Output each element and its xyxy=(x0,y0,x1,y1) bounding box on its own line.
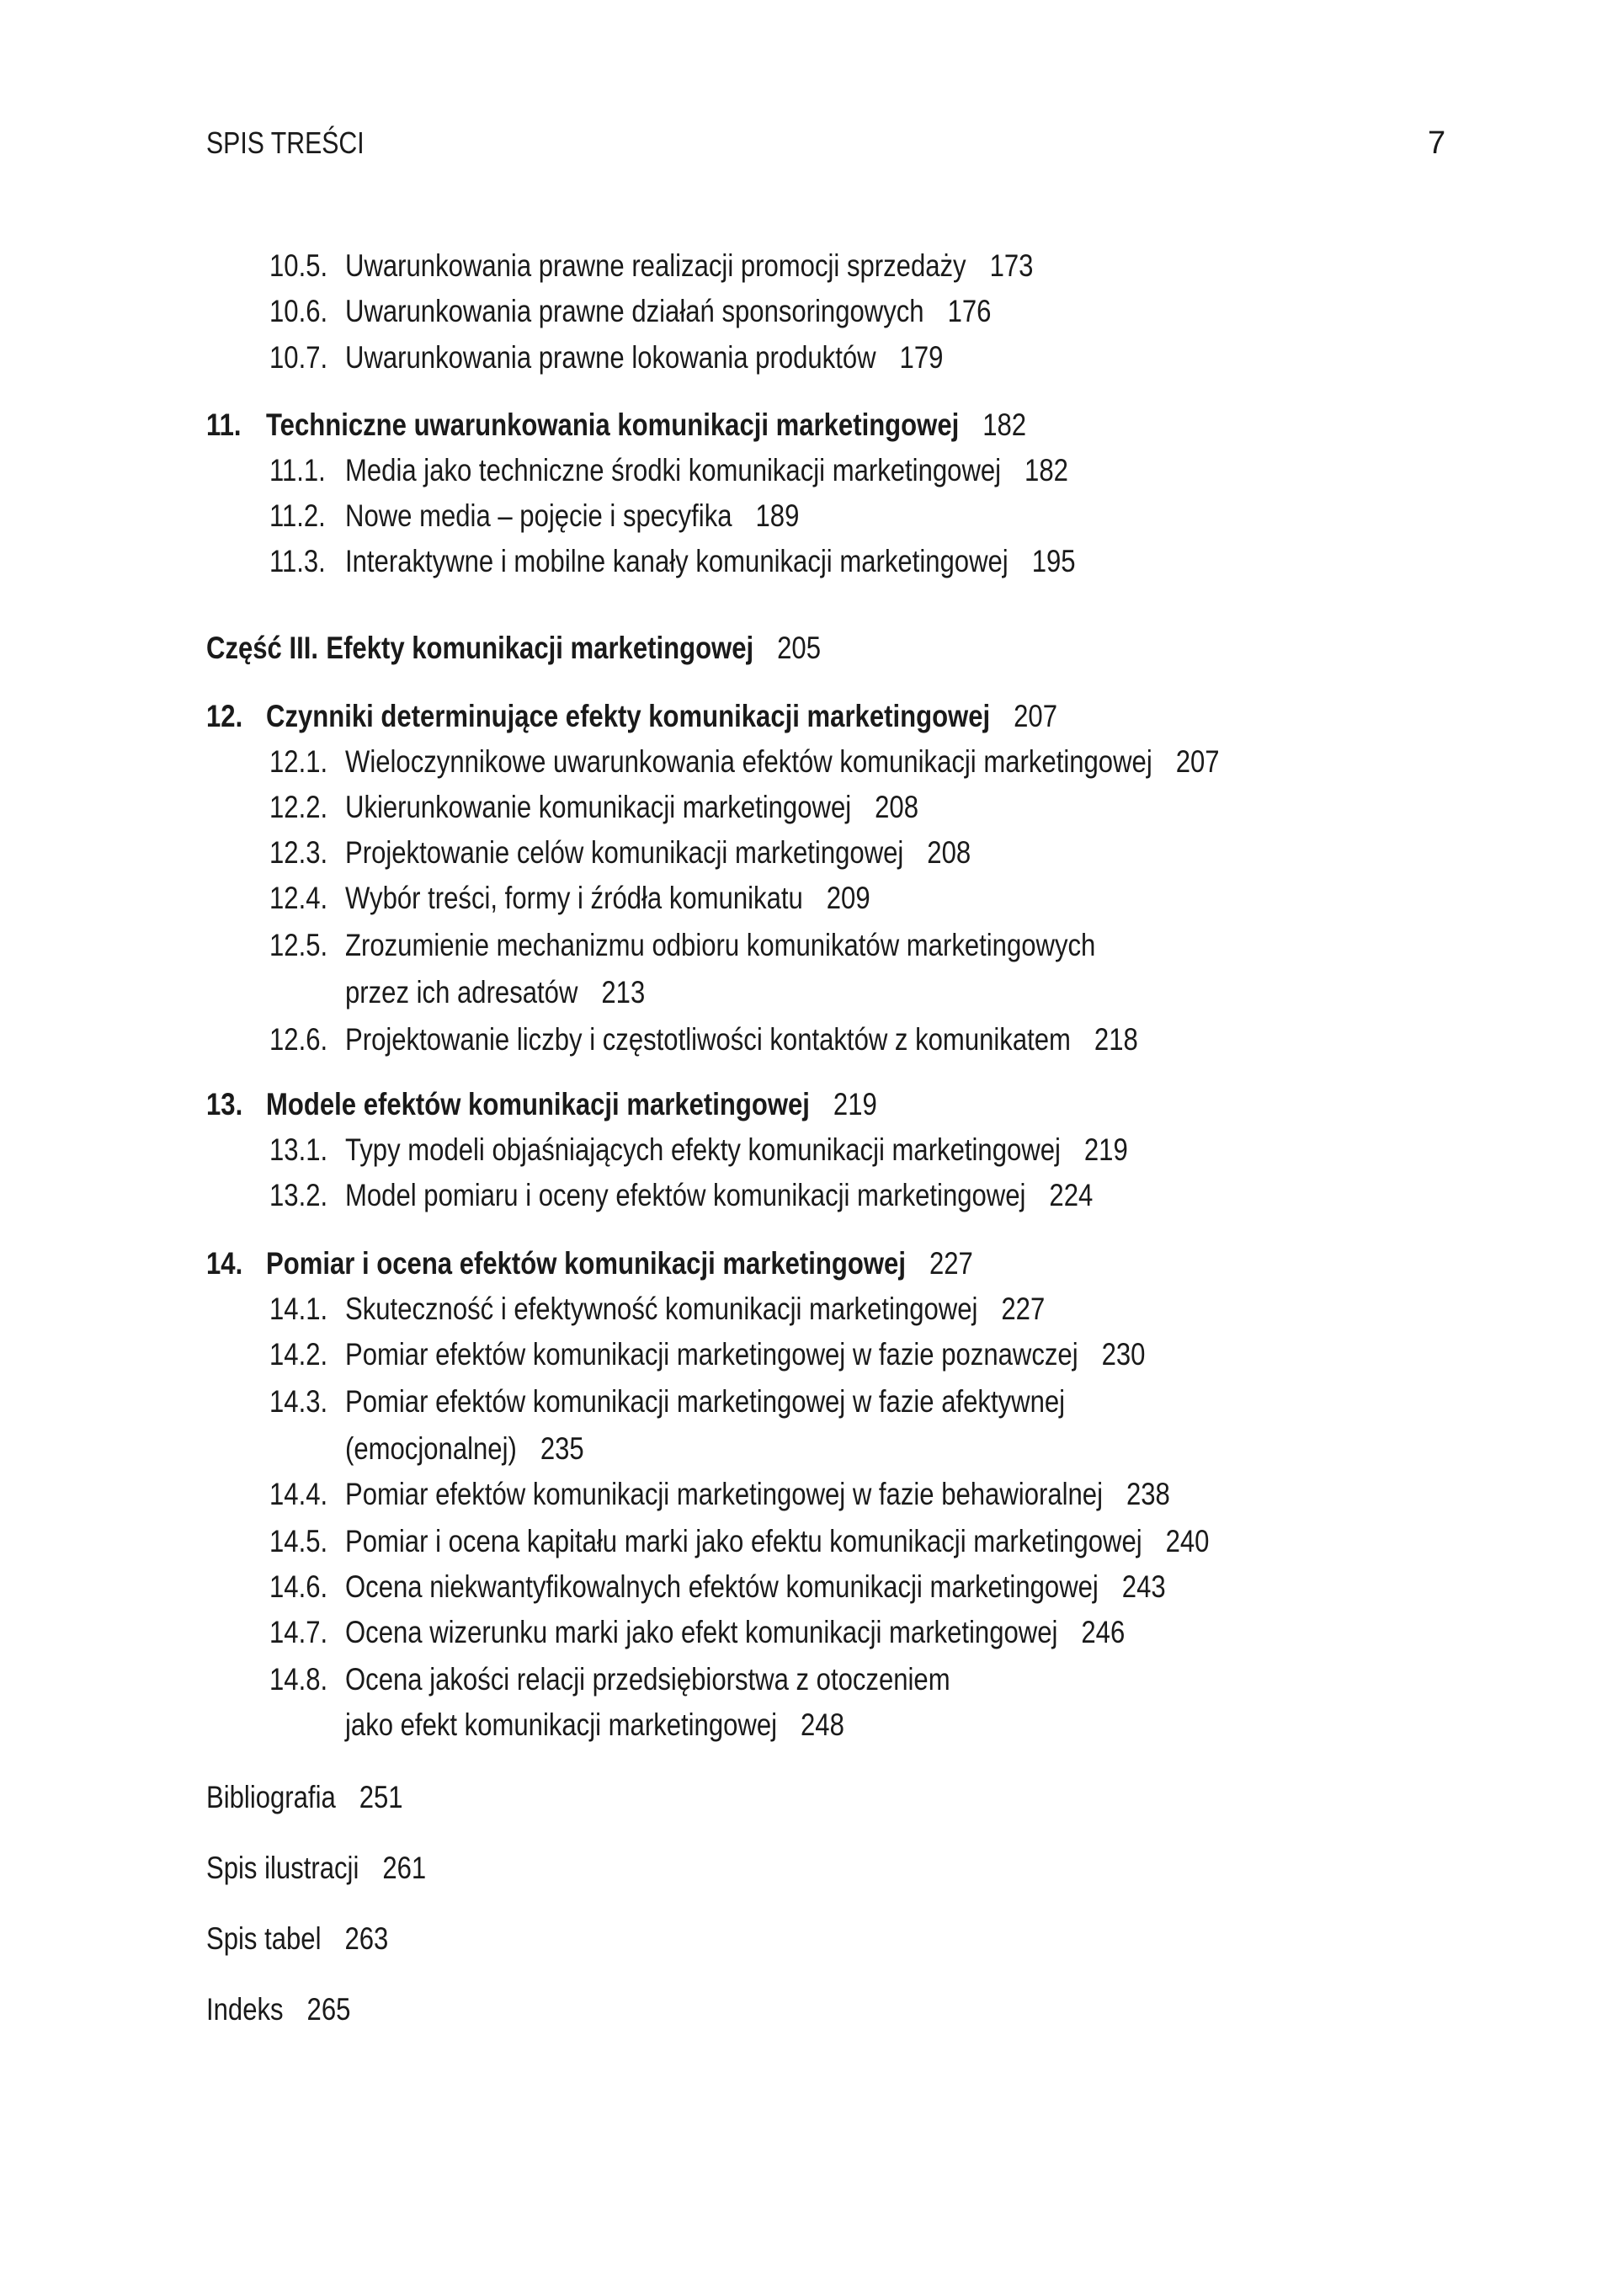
toc-page-number: 189 xyxy=(755,498,800,533)
toc-entry xyxy=(345,970,645,1015)
toc-number: 14.3. xyxy=(269,1384,328,1419)
toc-number: 14.7. xyxy=(269,1615,328,1649)
toc-title: (emocjonalnej) xyxy=(345,1431,517,1466)
toc-title: Indeks xyxy=(206,1992,284,2027)
toc-page-number: 219 xyxy=(833,1087,877,1121)
toc-page-number: 205 xyxy=(777,631,821,665)
toc-entry xyxy=(269,1564,1166,1610)
toc-number: 14. xyxy=(206,1246,243,1281)
toc-title: Media jako techniczne środki komunikacji marketingowej xyxy=(344,453,1002,487)
toc-section xyxy=(206,1916,388,1962)
toc-page-number: 179 xyxy=(899,340,944,375)
toc-entry xyxy=(269,1017,1138,1063)
toc-page-number: 243 xyxy=(1121,1569,1166,1604)
toc-number: 14.2. xyxy=(269,1337,328,1372)
toc-number: 14.1. xyxy=(269,1292,328,1326)
toc-section xyxy=(206,1987,350,2032)
toc-page-number: 227 xyxy=(929,1246,973,1281)
toc-page-number: 227 xyxy=(1001,1292,1046,1326)
toc-page-number: 195 xyxy=(1031,544,1076,578)
toc-page-number: 246 xyxy=(1081,1615,1126,1649)
toc-page-number: 230 xyxy=(1101,1337,1146,1372)
toc-number: 14.8. xyxy=(269,1662,328,1697)
toc-entry xyxy=(269,830,971,876)
toc-entry xyxy=(269,243,1033,289)
toc-title: Spis ilustracji xyxy=(206,1851,359,1885)
toc-page-number: 251 xyxy=(359,1780,403,1814)
toc-title: Pomiar efektów komunikacji marketingowej w fazie poznawczej xyxy=(344,1337,1078,1372)
toc-page-number: 207 xyxy=(1014,699,1057,733)
toc-title: Ukierunkowanie komunikacji marketingowej xyxy=(344,790,852,824)
toc-title: Model pomiaru i oceny efektów komunikacji marketingowej xyxy=(344,1178,1026,1212)
toc-page-number: 224 xyxy=(1049,1178,1094,1212)
toc-number: 10.6. xyxy=(269,294,328,328)
toc-title: Bibliografia xyxy=(206,1780,336,1814)
toc-entry xyxy=(269,1332,1145,1377)
toc-title: Ocena jakości relacji przedsiębiorstwa z otoczeniem xyxy=(344,1662,950,1697)
toc-entry xyxy=(345,1702,844,1748)
toc-section xyxy=(206,1775,403,1820)
toc-entry xyxy=(269,335,943,381)
toc-title: Wieloczynnikowe uwarunkowania efektów komunikacji marketingowej xyxy=(344,744,1152,779)
toc-number: 14.5. xyxy=(269,1524,328,1558)
toc-number: 14.4. xyxy=(269,1477,328,1511)
toc-number: 12.3. xyxy=(269,835,328,870)
toc-page-number: 176 xyxy=(947,294,992,328)
toc-entry xyxy=(269,923,1095,968)
running-header-title: SPIS TREŚCI xyxy=(206,125,365,160)
toc-chapter xyxy=(206,1082,877,1127)
toc-page-number: 265 xyxy=(306,1992,351,2027)
toc-page-number: 208 xyxy=(927,835,971,870)
toc-page-number: 238 xyxy=(1126,1477,1170,1511)
toc-entry xyxy=(269,1610,1125,1655)
toc-number: 11.1. xyxy=(269,453,326,487)
toc-page-number: 182 xyxy=(1025,453,1068,487)
toc-entry xyxy=(269,1287,1045,1332)
toc-chapter xyxy=(206,1241,973,1287)
toc-title: Typy modeli objaśniających efekty komunikacji marketingowej xyxy=(344,1132,1061,1167)
toc-title: Skuteczność i efektywność komunikacji marketingowej xyxy=(344,1292,978,1326)
toc-title: Ocena wizerunku marki jako efekt komunikacji marketingowej xyxy=(344,1615,1058,1649)
toc-title: Spis tabel xyxy=(206,1921,322,1956)
toc-entry xyxy=(269,289,991,334)
toc-number: 11.2. xyxy=(269,498,326,533)
toc-page-number: 182 xyxy=(982,408,1027,442)
toc-title: Uwarunkowania prawne lokowania produktów xyxy=(344,340,876,375)
toc-number: 12.5. xyxy=(269,928,328,962)
toc-number: 12.4. xyxy=(269,881,328,915)
toc-number: 12.1. xyxy=(269,744,328,779)
toc-page-number: 209 xyxy=(826,881,870,915)
toc-title: Pomiar i ocena kapitału marki jako efektu komunikacji marketingowej xyxy=(344,1524,1142,1558)
toc-title: jako efekt komunikacji marketingowej xyxy=(345,1707,778,1742)
toc-page-number: 207 xyxy=(1175,744,1220,779)
toc-title: Efekty komunikacji marketingowej xyxy=(326,631,754,665)
toc-title: Wybór treści, formy i źródła komunikatu xyxy=(344,881,803,915)
toc-entry xyxy=(269,876,870,921)
toc-title: Techniczne uwarunkowania komunikacji marketingowej xyxy=(265,408,960,442)
toc-number: 13.2. xyxy=(269,1178,328,1212)
toc-number: 12.6. xyxy=(269,1022,328,1057)
toc-entry xyxy=(269,1657,950,1702)
toc-page-number: 173 xyxy=(989,248,1034,283)
toc-entry xyxy=(269,1127,1128,1173)
toc-entry xyxy=(269,785,918,830)
toc-title: Pomiar efektów komunikacji marketingowej w fazie afektywnej xyxy=(344,1384,1066,1419)
toc-entry xyxy=(269,539,1076,584)
toc-title: Uwarunkowania prawne działań sponsoringowych xyxy=(344,294,924,328)
toc-title: Ocena niekwantyfikowalnych efektów komunikacji marketingowej xyxy=(344,1569,1099,1604)
toc-page-number: 219 xyxy=(1083,1132,1128,1167)
toc-section xyxy=(206,626,821,671)
toc-title: Czynniki determinujące efekty komunikacji marketingowej xyxy=(265,699,991,733)
toc-page-number: 208 xyxy=(875,790,918,824)
toc-number: 11. xyxy=(206,408,242,442)
toc-entry xyxy=(269,1519,1209,1564)
toc-title: Projektowanie celów komunikacji marketingowej xyxy=(344,835,904,870)
toc-title: przez ich adresatów xyxy=(345,975,578,1009)
toc-number: 10.5. xyxy=(269,248,328,283)
toc-number: 13. xyxy=(206,1087,243,1121)
toc-page-number: 235 xyxy=(540,1431,584,1466)
toc-chapter xyxy=(206,694,1057,739)
toc-entry xyxy=(345,1426,584,1472)
toc-page-number: 213 xyxy=(601,975,646,1009)
toc-page-number: 218 xyxy=(1094,1022,1138,1057)
page-number: 7 xyxy=(1428,125,1446,161)
toc-number: 14.6. xyxy=(269,1569,328,1604)
toc-title: Nowe media – pojęcie i specyfika xyxy=(344,498,732,533)
toc-section xyxy=(206,1846,426,1891)
toc-page-number: 261 xyxy=(382,1851,427,1885)
toc-number: 11.3. xyxy=(269,544,326,578)
toc-number: 10.7. xyxy=(269,340,328,375)
toc-chapter xyxy=(206,402,1026,448)
toc-title: Interaktywne i mobilne kanały komunikacji marketingowej xyxy=(344,544,1009,578)
toc-title: Uwarunkowania prawne realizacji promocji sprzedaży xyxy=(344,248,966,283)
toc-page-number: 248 xyxy=(801,1707,844,1742)
toc-number: Część III. xyxy=(206,631,319,665)
toc-entry xyxy=(269,1472,1170,1517)
toc-title: Pomiar efektów komunikacji marketingowej w fazie behawioralnej xyxy=(344,1477,1104,1511)
toc-entry xyxy=(269,1173,1093,1218)
toc-title: Modele efektów komunikacji marketingowej xyxy=(265,1087,810,1121)
toc-entry xyxy=(269,448,1068,493)
toc-number: 12.2. xyxy=(269,790,328,824)
toc-number: 13.1. xyxy=(269,1132,328,1167)
toc-title: Projektowanie liczby i częstotliwości kontaktów z komunikatem xyxy=(344,1022,1071,1057)
toc-title: Zrozumienie mechanizmu odbioru komunikatów marketingowych xyxy=(344,928,1096,962)
toc-entry xyxy=(269,739,1220,785)
toc-page-number: 263 xyxy=(344,1921,389,1956)
toc-title: Pomiar i ocena efektów komunikacji marketingowej xyxy=(265,1246,906,1281)
toc-entry xyxy=(269,493,799,539)
toc-page-number: 240 xyxy=(1165,1524,1210,1558)
toc-number: 12. xyxy=(206,699,243,733)
toc-entry xyxy=(269,1379,1065,1425)
